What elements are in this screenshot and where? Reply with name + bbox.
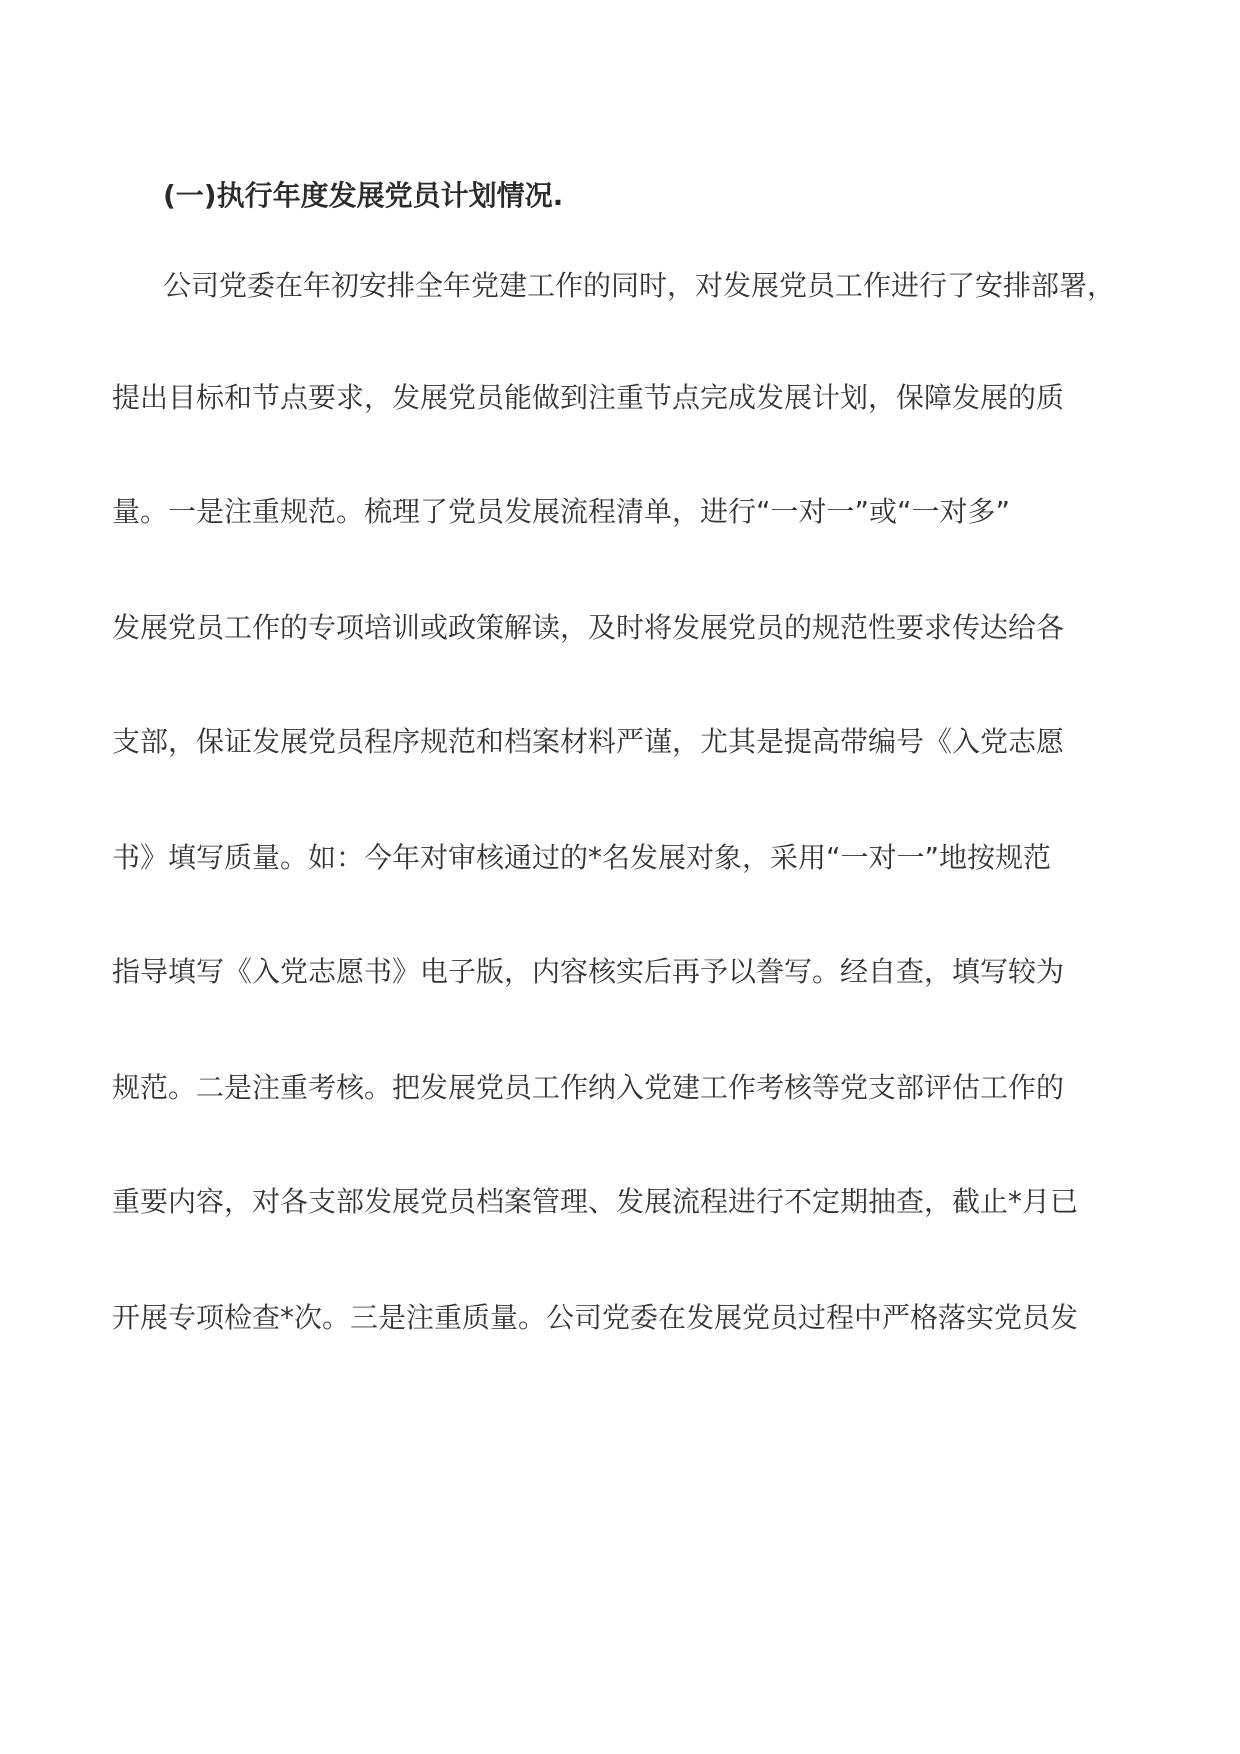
paragraph-line-1: 公司党委在年初安排全年党建工作的同时，对发展党员工作进行了安排部署， — [163, 269, 1116, 302]
paragraph-line-8: 规范。二是注重考核。把发展党员工作纳入党建工作考核等党支部评估工作的 — [112, 1071, 1065, 1104]
paragraph-line-4: 发展党员工作的专项培训或政策解读，及时将发展党员的规范性要求传达给各 — [112, 611, 1065, 644]
paragraph-line-5: 支部，保证发展党员程序规范和档案材料严谨，尤其是提高带编号《入党志愿 — [112, 725, 1065, 758]
paragraph-line-9: 重要内容，对各支部发展党员档案管理、发展流程进行不定期抽查，截止*月已 — [112, 1185, 1079, 1218]
section-heading: (一)执行年度发展党员计划情况. — [163, 179, 564, 212]
paragraph-line-7: 指导填写《入党志愿书》电子版，内容核实后再予以誊写。经自查，填写较为 — [112, 955, 1065, 988]
paragraph-line-10: 开展专项检查*次。三是注重质量。公司党委在发展党员过程中严格落实党员发 — [112, 1301, 1079, 1334]
paragraph-line-6: 书》填写质量。如：今年对审核通过的*名发展对象，采用“一对一”地按规范 — [112, 841, 1052, 874]
paragraph-line-3: 量。一是注重规范。梳理了党员发展流程清单，进行“一对一”或“一对多” — [112, 495, 1011, 528]
paragraph-line-2: 提出目标和节点要求，发展党员能做到注重节点完成发展计划，保障发展的质 — [112, 381, 1065, 414]
